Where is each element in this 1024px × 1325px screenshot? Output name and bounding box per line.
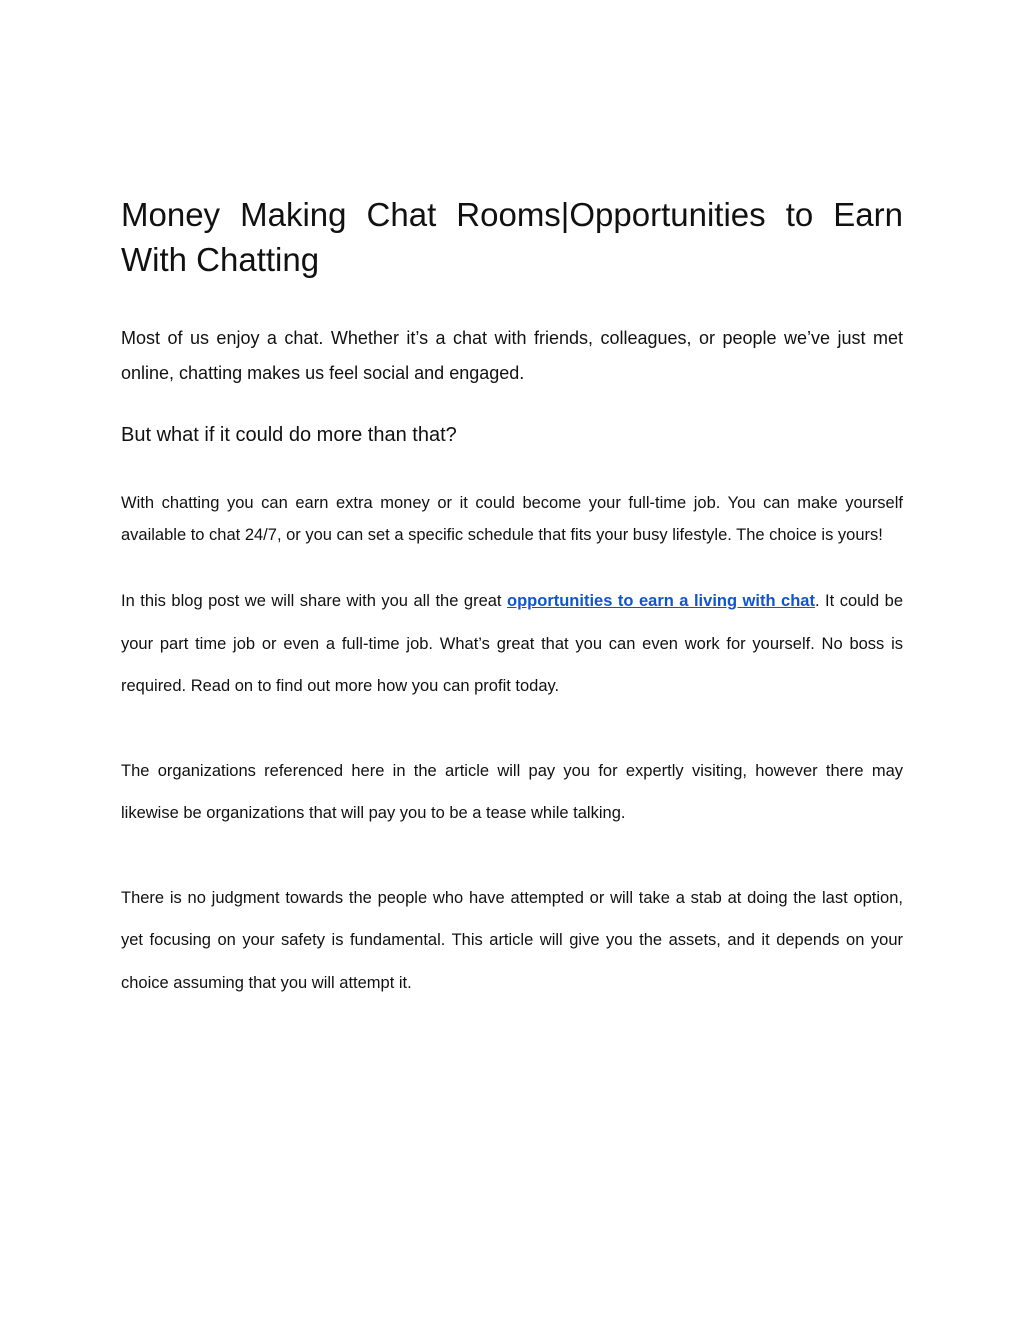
document-body — [121, 192, 903, 1004]
intro-paragraph: Most of us enjoy a chat. Whether it’s a chat with friends, colleagues, or people we’ve just met online, chatting makes us feel social and engaged. — [121, 328, 903, 383]
paragraph-text-after-link: . It could be your part time job or even a full-time job. What’s great that you can even work for yourself. No boss is required. Read on to find out more how you can profit today. — [121, 592, 903, 695]
page-title: Money Making Chat Rooms|Opportunities to Earn With Chatting — [121, 196, 903, 278]
paragraph-blog-post — [121, 580, 903, 708]
paragraph-no-judgment: There is no judgment towards the people who have attempted or will take a stab at doing the last option, yet focusing on your safety is fundamental. This article will give you the assets, and it depends on your choice assuming that you will attempt it. — [121, 888, 903, 992]
paragraph-organizations: The organizations referenced here in the article will pay you for expertly visiting, however there may likewise be organizations that will pay you to be a tease while talking. — [121, 761, 903, 822]
paragraph-earn-extra-money: With chatting you can earn extra money or it could become your full-time job. You can make yourself available to chat 24/7, or you can set a specific schedule that fits your busy lifestyle. The choice is yours! — [121, 494, 903, 544]
paragraph-text-before-link: In this blog post we will share with you all the great — [121, 592, 507, 610]
opportunities-link[interactable]: opportunities to earn a living with chat — [507, 592, 815, 610]
subheading: But what if it could do more than that? — [121, 424, 457, 446]
